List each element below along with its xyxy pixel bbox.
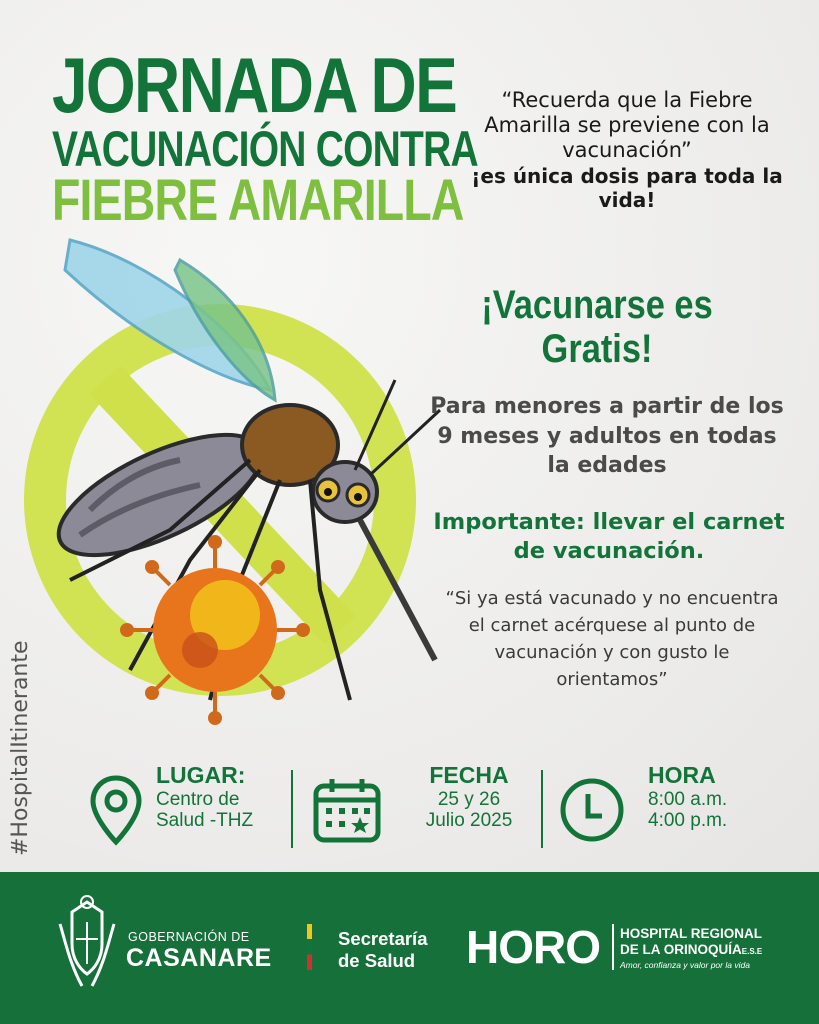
info-divider [291,770,293,848]
place-value-2: Salud -THZ [156,810,254,832]
place-label: LUGAR: [156,762,246,788]
place-value-1: Centro de [156,789,240,810]
casanare-coat-of-arms-icon [52,894,122,994]
calendar-icon [312,776,382,844]
quote-text: “Recuerda que la Fiebre Amarilla se previene con la vacunación” [484,88,770,163]
important-notice: Importante: llevar el carnet de vacunación. [433,509,785,565]
horo-logo: HORO [466,921,600,973]
time-label: HORA [648,762,716,788]
title-line-1: JORNADA DE [52,41,457,129]
clock-icon [558,776,626,844]
reminder-quote [462,88,792,212]
footer-divider [612,924,614,970]
flag-stripe [307,924,312,970]
gov-small-text: GOBERNACIÓN DE [128,930,250,944]
place-info [156,762,253,832]
quote-emphasis: ¡es única dosis para toda la vida! [471,163,783,212]
time-value-1: 8:00 a.m. [648,789,728,810]
date-info [414,762,524,832]
hospital-name [620,926,762,958]
hashtag-text: #HospitalItinerante [8,640,33,856]
time-value-2: 4:00 p.m. [648,810,728,832]
hospital-line-1: HOSPITAL REGIONAL [620,926,763,941]
secretaria-line-2: de Salud [338,950,416,972]
date-value-2: Julio 2025 [425,810,513,832]
audience-text: Para menores a partir de los 9 meses y adultos en todas la edades [430,394,784,479]
secretaria-text [338,928,427,972]
hospital-line-2: DE LA ORINOQUÍA [620,942,742,958]
date-value-1: 25 y 26 [437,789,501,810]
carnet-note: “Si ya está vacunado y no encuentra el carnet acérquese al punto de vacunación y con gusto le orientamos” [445,588,779,690]
time-info [648,762,727,832]
free-vaccination-heading: ¡Vacunarse es Gratis! [481,283,713,371]
info-divider [541,770,543,848]
title-line-3: FIEBRE AMARILLA [52,168,464,233]
mosquito-prohibition-illustration [10,230,450,750]
poster-title [52,41,478,233]
hospital-tagline: Amor, confianza y valor por la vida [620,960,750,970]
hospital-ese: E.S.E [741,947,763,957]
footer-bar [0,872,819,1024]
virus-illustration [122,537,308,723]
secretaria-line-1: Secretaría [338,928,428,949]
title-line-2: VACUNACIÓN CONTRA [52,121,478,177]
location-pin-icon [88,774,144,846]
gov-big-text: CASANARE [126,944,272,972]
date-label: FECHA [429,762,509,788]
